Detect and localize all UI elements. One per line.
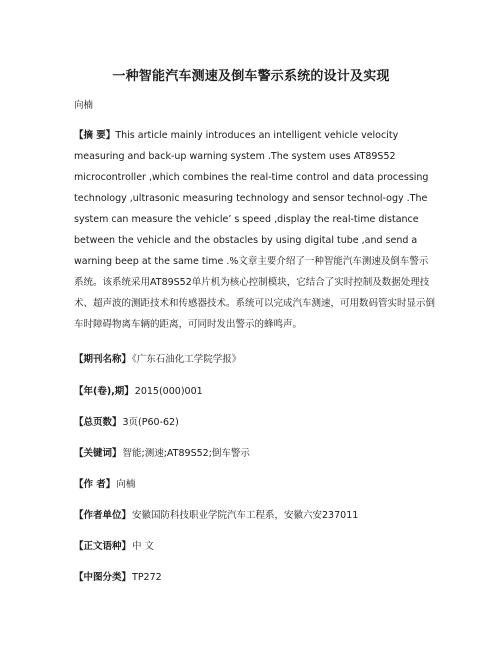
- field-label: 【期刊名称】: [74, 354, 132, 365]
- field-label: 【总页数】: [74, 417, 122, 428]
- field-classification: [74, 571, 162, 585]
- field-value: 安徽国防科技职业学院汽车工程系，安徽六安237011: [132, 510, 359, 521]
- field-label: 【作 者】: [74, 479, 116, 490]
- field-page-count: [74, 416, 179, 430]
- field-value: 3页(P60-62): [122, 417, 179, 428]
- field-value: 2015(000)001: [134, 386, 203, 397]
- field-label: 【正文语种】: [74, 541, 132, 552]
- field-author-affiliation: [74, 509, 358, 523]
- field-label: 【作者单位】: [74, 510, 132, 521]
- field-value: 向楠: [116, 479, 136, 490]
- field-journal-name: [74, 353, 241, 367]
- abstract-text: This article mainly introduces an intelligent vehicle velocity measuring and back-up warning system .The system uses AT89S52 microcontroller ,which combines the real-time control and data processing technology ,ultrasonic measuring technology and sensor technol-ogy .The system can measure the vehicle’ s speed ,display the real-time distance between the vehicle and the obstacles by using digital tube ,and send a warning beep at the same time .%文章主要介绍了一种智能汽车测速及倒车警示系统。该系统采用AT89S52单片机为核心控制模块，它结合了实时控制及数据处理技术、超声波的测距技术和传感器技术。系统可以完成汽车测速，可用数码管实时显示倒车时障碍物离车辆的距离，可同时发出警示的蜂鸣声。: [74, 130, 436, 330]
- field-label: 【中图分类】: [74, 572, 132, 583]
- field-value: TP272: [132, 572, 162, 583]
- field-year-volume-issue: [74, 385, 203, 399]
- field-label: 【关键词】: [74, 448, 122, 459]
- paper-author: 向楠: [74, 100, 94, 111]
- field-value: 中 文: [132, 541, 155, 552]
- field-value: 智能;测速;AT89S52;倒车警示: [122, 448, 250, 459]
- field-author: [74, 478, 135, 492]
- field-language: [74, 540, 154, 554]
- abstract-block: [74, 125, 436, 335]
- paper-title: 一种智能汽车测速及倒车警示系统的设计及实现: [112, 69, 390, 84]
- field-label: 【年(卷),期】: [74, 386, 134, 397]
- field-value: 《广东石油化工学院学报》: [132, 354, 242, 365]
- abstract-label: 【摘 要】: [74, 130, 116, 141]
- field-keywords: [74, 447, 250, 461]
